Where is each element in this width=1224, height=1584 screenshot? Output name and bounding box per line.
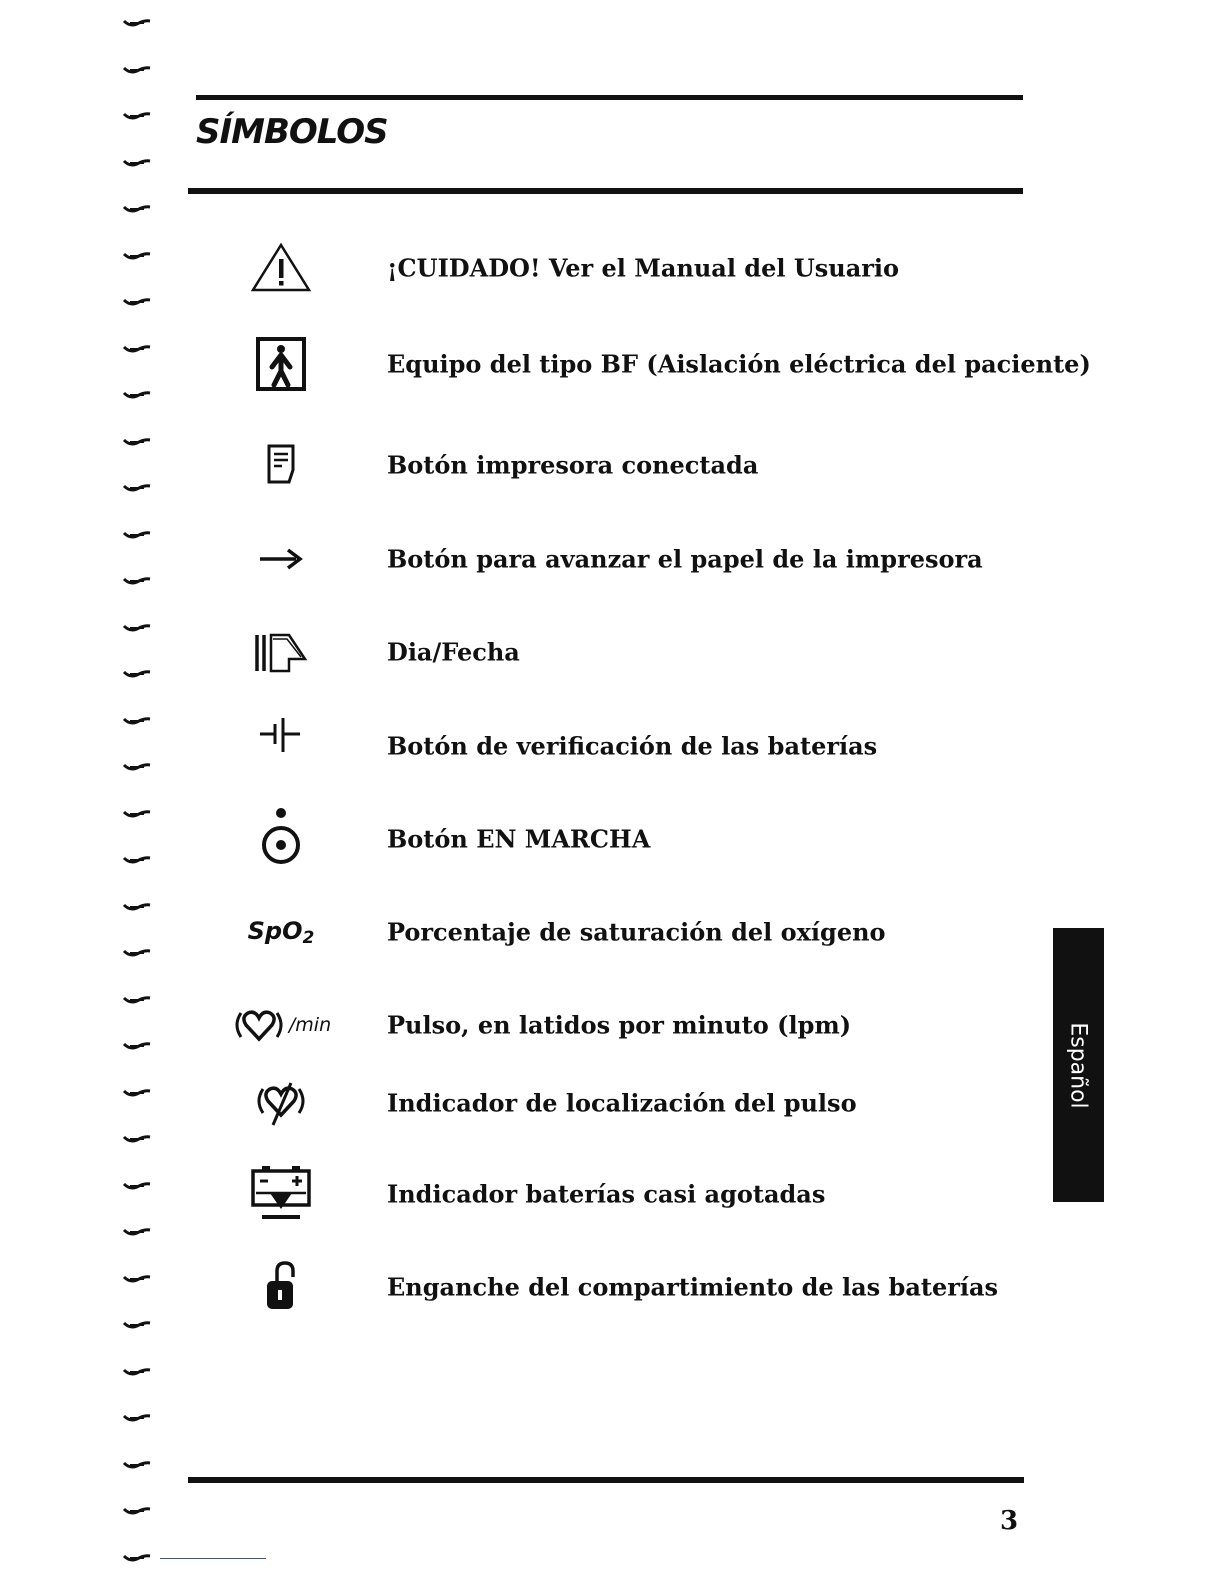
symbol-description: Indicador de localización del pulso [387, 1088, 857, 1118]
symbol-row [0, 1257, 1224, 1317]
language-side-tab-label: Español [1066, 1021, 1092, 1109]
title-underline [188, 188, 1023, 194]
symbol-description: Enganche del compartimiento de las baterías [387, 1272, 999, 1302]
caution-triangle-icon [226, 238, 336, 298]
symbol-description: Botón para avanzar el papel de la impresora [387, 544, 983, 574]
spiral-ring [122, 1320, 152, 1330]
spiral-ring [122, 1134, 152, 1144]
symbol-description: ¡CUIDADO! Ver el Manual del Usuario [387, 253, 900, 283]
symbol-row [0, 902, 1224, 962]
low-battery-icon [226, 1164, 336, 1224]
spiral-ring [122, 1506, 152, 1516]
symbol-description: Botón impresora conectada [387, 450, 759, 480]
symbol-description: Indicador baterías casi agotadas [387, 1179, 826, 1209]
page-title: SÍMBOLOS [196, 112, 388, 152]
language-side-tab [1053, 928, 1104, 1202]
symbol-row [0, 334, 1224, 394]
symbol-description: Pulso, en latidos por minuto (lpm) [387, 1010, 852, 1040]
top-rule [196, 95, 1023, 100]
symbol-row [0, 238, 1224, 298]
symbol-row [0, 1164, 1224, 1224]
calendar-icon [226, 622, 336, 682]
spiral-ring [122, 1460, 152, 1470]
scan-artifact-line [160, 1558, 266, 1559]
spo2-icon: SpO$_2$ [247, 916, 315, 948]
arrow-right-icon [226, 529, 336, 589]
spiral-ring [122, 297, 152, 307]
spiral-ring [122, 1227, 152, 1237]
spiral-ring [122, 204, 152, 214]
footer-rule [188, 1477, 1024, 1483]
bf-type-patient-icon [226, 334, 336, 394]
symbol-row [0, 529, 1224, 589]
spiral-ring [122, 1553, 152, 1563]
battery-check-icon [226, 704, 336, 764]
power-on-icon [226, 809, 336, 869]
symbol-description: Dia/Fecha [387, 637, 520, 667]
symbol-description: Botón de verificación de las baterías [387, 731, 878, 761]
symbol-row [0, 435, 1224, 495]
spiral-ring [122, 65, 152, 75]
symbol-row [0, 995, 1224, 1055]
spiral-ring [122, 158, 152, 168]
spiral-ring [122, 1367, 152, 1377]
spiral-ring [122, 18, 152, 28]
page-number: 3 [1000, 1506, 1019, 1536]
symbol-row [0, 809, 1224, 869]
symbol-description: Equipo del tipo BF (Aislación eléctrica del paciente) [387, 349, 1091, 379]
pulse-per-minute-icon: /min [226, 995, 336, 1055]
printer-icon [226, 435, 336, 495]
battery-latch-icon [226, 1257, 336, 1317]
spiral-ring [122, 1413, 152, 1423]
symbol-description: Porcentaje de saturación del oxígeno [387, 917, 886, 947]
pulse-search-icon [226, 1073, 336, 1133]
spiral-ring [122, 111, 152, 121]
symbol-description: Botón EN MARCHA [387, 824, 651, 854]
symbol-row [0, 622, 1224, 682]
symbol-row [0, 716, 1224, 776]
symbol-row [0, 1073, 1224, 1133]
